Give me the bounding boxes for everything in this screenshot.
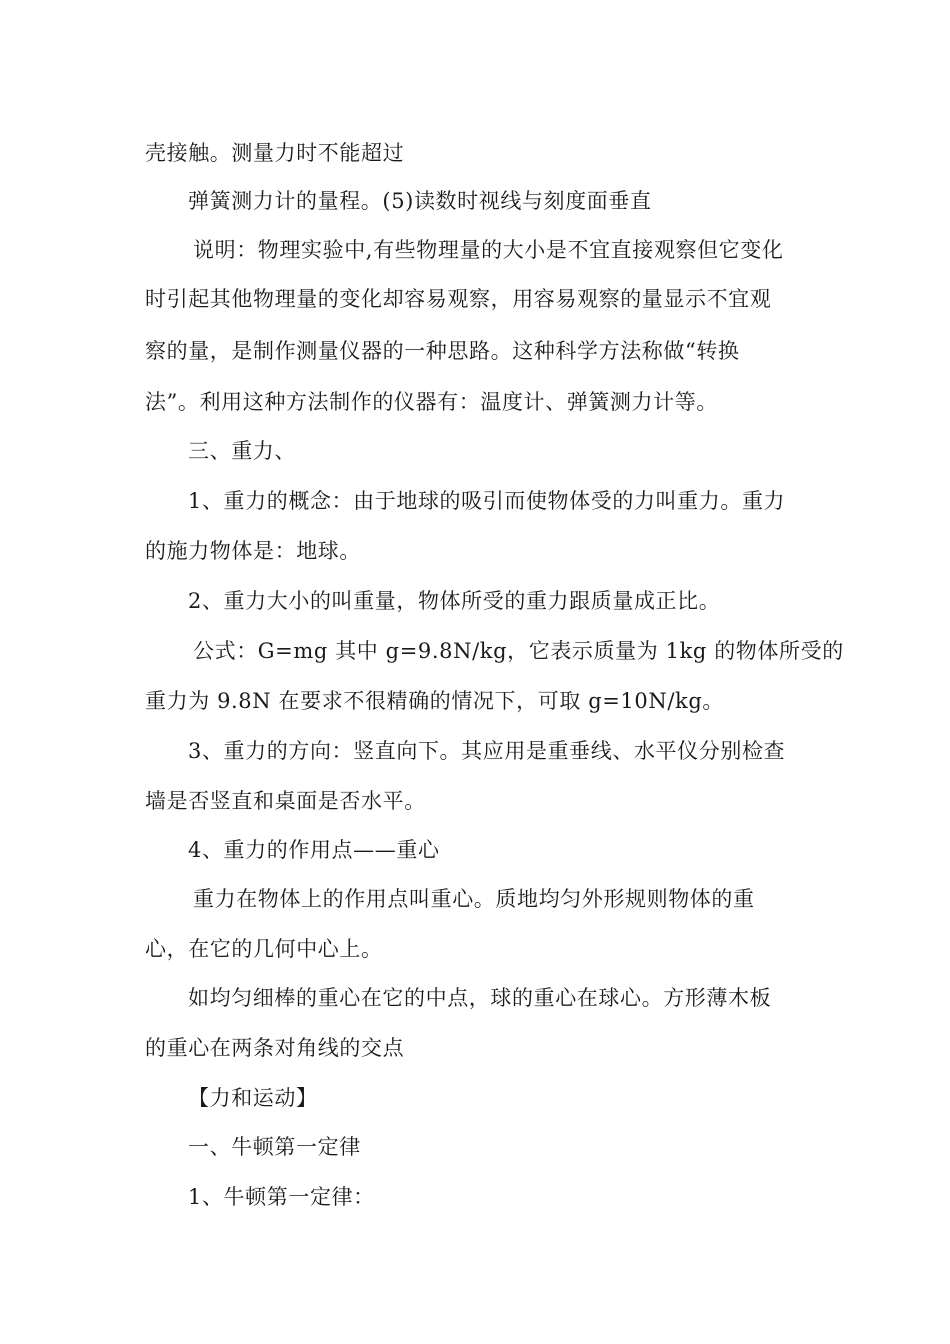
text-line: 法”。利用这种方法制作的仪器有：温度计、弹簧测力计等。 [145,390,718,414]
text-line: 重力在物体上的作用点叫重心。质地均匀外形规则物体的重 [193,887,755,911]
section-heading: 三、重力、 [188,439,296,463]
text-line: 4、重力的作用点——重心 [188,838,440,862]
text-line: 2、重力大小的叫重量，物体所受的重力跟质量成正比。 [188,589,721,613]
text-line: 心，在它的几何中心上。 [145,937,383,961]
text-line: 弹簧测力计的量程。(5)读数时视线与刻度面垂直 [188,189,652,213]
text-line: 的重心在两条对角线的交点 [145,1036,405,1060]
text-line: 壳接触。测量力时不能超过 [145,141,405,165]
text-line: 重力为 9.8N 在要求不很精确的情况下，可取 g=10N/kg。 [145,689,724,713]
text-line: 的施力物体是：地球。 [145,539,361,563]
text-line: 1、重力的概念：由于地球的吸引而使物体受的力叫重力。重力 [188,489,786,513]
text-line: 时引起其他物理量的变化却容易观察，用容易观察的量显示不宜观 [145,287,772,311]
text-line: 1、牛顿第一定律： [188,1185,375,1209]
formula-line: 公式：G=mg 其中 g=9.8N/kg，它表示质量为 1kg 的物体所受的 [193,639,844,663]
section-heading: 【力和运动】 [188,1086,318,1110]
text-line: 3、重力的方向：竖直向下。其应用是重垂线、水平仪分别检查 [188,739,786,763]
text-line: 如均匀细棒的重心在它的中点，球的重心在球心。方形薄木板 [188,986,772,1010]
text-line: 说明：物理实验中,有些物理量的大小是不宜直接观察但它变化 [193,238,784,262]
text-line: 察的量，是制作测量仪器的一种思路。这种科学方法称做“转换 [145,339,740,363]
section-heading: 一、牛顿第一定律 [188,1135,361,1159]
text-line: 墙是否竖直和桌面是否水平。 [145,789,426,813]
